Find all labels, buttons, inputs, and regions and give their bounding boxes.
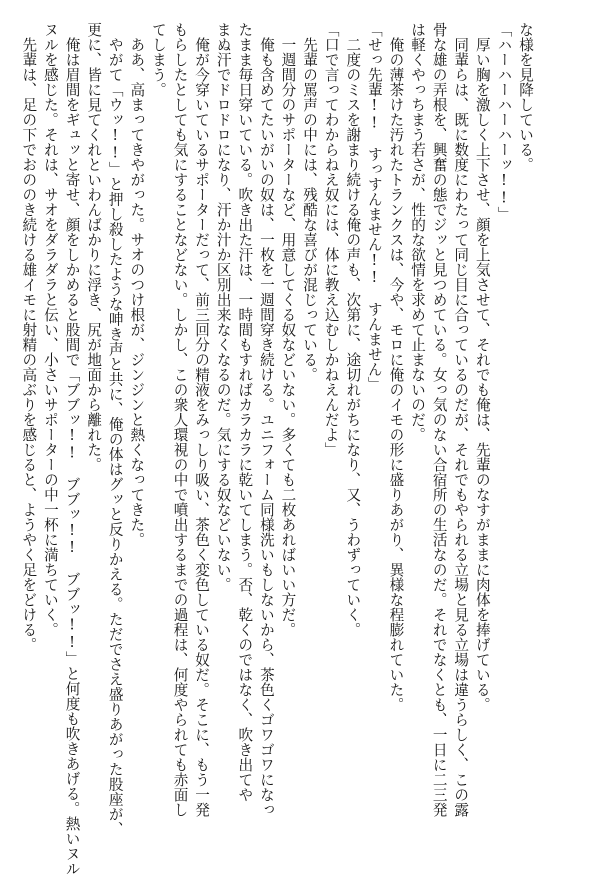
text-line: な様を見降している。: [517, 22, 534, 172]
text-line: 「せっ先輩!! すっすんません!! すんません」: [365, 22, 383, 392]
text-line: 同輩らは、既に数度にわたって同じ目に合っているのだが、それでもやられる立場と見る立場は違うらしく、この露: [452, 22, 470, 817]
text-line: ああ、高まってきやがった。サオのつけ根が、ジンジンと熱くなってきた。: [128, 22, 146, 547]
text-line: 俺が今穿いているサポーターだって、前三回分の精液をみっしり吸い、茶色く変色している奴だ。そこに、もう一発: [193, 22, 211, 817]
text-line: てしまう。: [149, 22, 167, 97]
vertical-text-body: [20, 22, 536, 876]
text-line: 「口で言ってわからねえ奴には、体に教え込むしかねえんだよ」: [322, 22, 340, 457]
text-line: まぬ汗でドロドロになり、汗か汁か区別出来なくなるのだ。気にする奴などいない。: [214, 22, 232, 592]
text-line: ヌルを感じた。それは、サオをダラダラと伝い、小さいサポーターの中一杯に満ちていく。: [41, 22, 59, 637]
text-line: 俺の薄茶けた汚れたトランクスは、今や、モロに俺のイモの形に盛りあがり、異様な程膨れていた。: [387, 22, 405, 712]
text-line: 更に、皆に見てくれといわんばかりに浮き、尻が地面から離れた。: [85, 22, 103, 472]
text-line: 二度のミスを謝まり続ける俺の声も、次第に、途切れがちになり、又、うわずっていく。: [344, 22, 362, 637]
text-line: 先輩は、足の下でおののき続ける雄イモに射精の高ぶりを感じると、ようやく足をどける。: [20, 22, 38, 652]
text-line: 先輩の罵声の中には、残酷な喜びが混じっている。: [301, 22, 319, 382]
text-line: 「ハーハーハーハーッ!!」: [495, 22, 513, 222]
text-line: 一週間分のサポーターなど、用意してくる奴などいない。多くても二枚あればいい方だ。: [279, 22, 297, 637]
text-line: 厚い胸を激しく上下させ、顔を上気させて、それでも俺は、先輩のなすがままに肉体を捧げている。: [473, 22, 491, 712]
text-line: は軽くやっちまう若さが、性的な欲情を求めて止まないのだ。: [409, 22, 427, 442]
text-line: もらしたとしても気にすることなどない。しかし、この衆人環視の中で噴出するまでの過程は、何度やられても赤面し: [171, 22, 189, 817]
text-line: 俺は眉間をギュッと寄せ、顔をしかめると股間で「ブブッ!! ブブッ!! ブブッ!!」と何度も吹きあげる。熱いヌル: [63, 22, 81, 876]
text-line: たまま毎日穿いている。吹き出た汗は、一時間もすればカラカラに乾いてしまう。否、乾くのではなく、吹き出てや: [236, 22, 254, 802]
text-line: やがて「ウッ!!」と押し殺したような呻き声と共に、俺の体はグッと反りかえる。ただでさえ盛りあがった股座が、: [106, 22, 124, 837]
text-line: 俺も含めてたいがいの奴は、一枚を一週間穿き続ける。ユニフォーム同様洗いもしないから、茶色くゴワゴワになっ: [257, 22, 275, 817]
text-line: 骨な雄の弄根を、興奮の態でジッと見つめている。女っ気のない合宿所の生活なのだ。それでなくとも、一日に二三発: [430, 22, 448, 817]
